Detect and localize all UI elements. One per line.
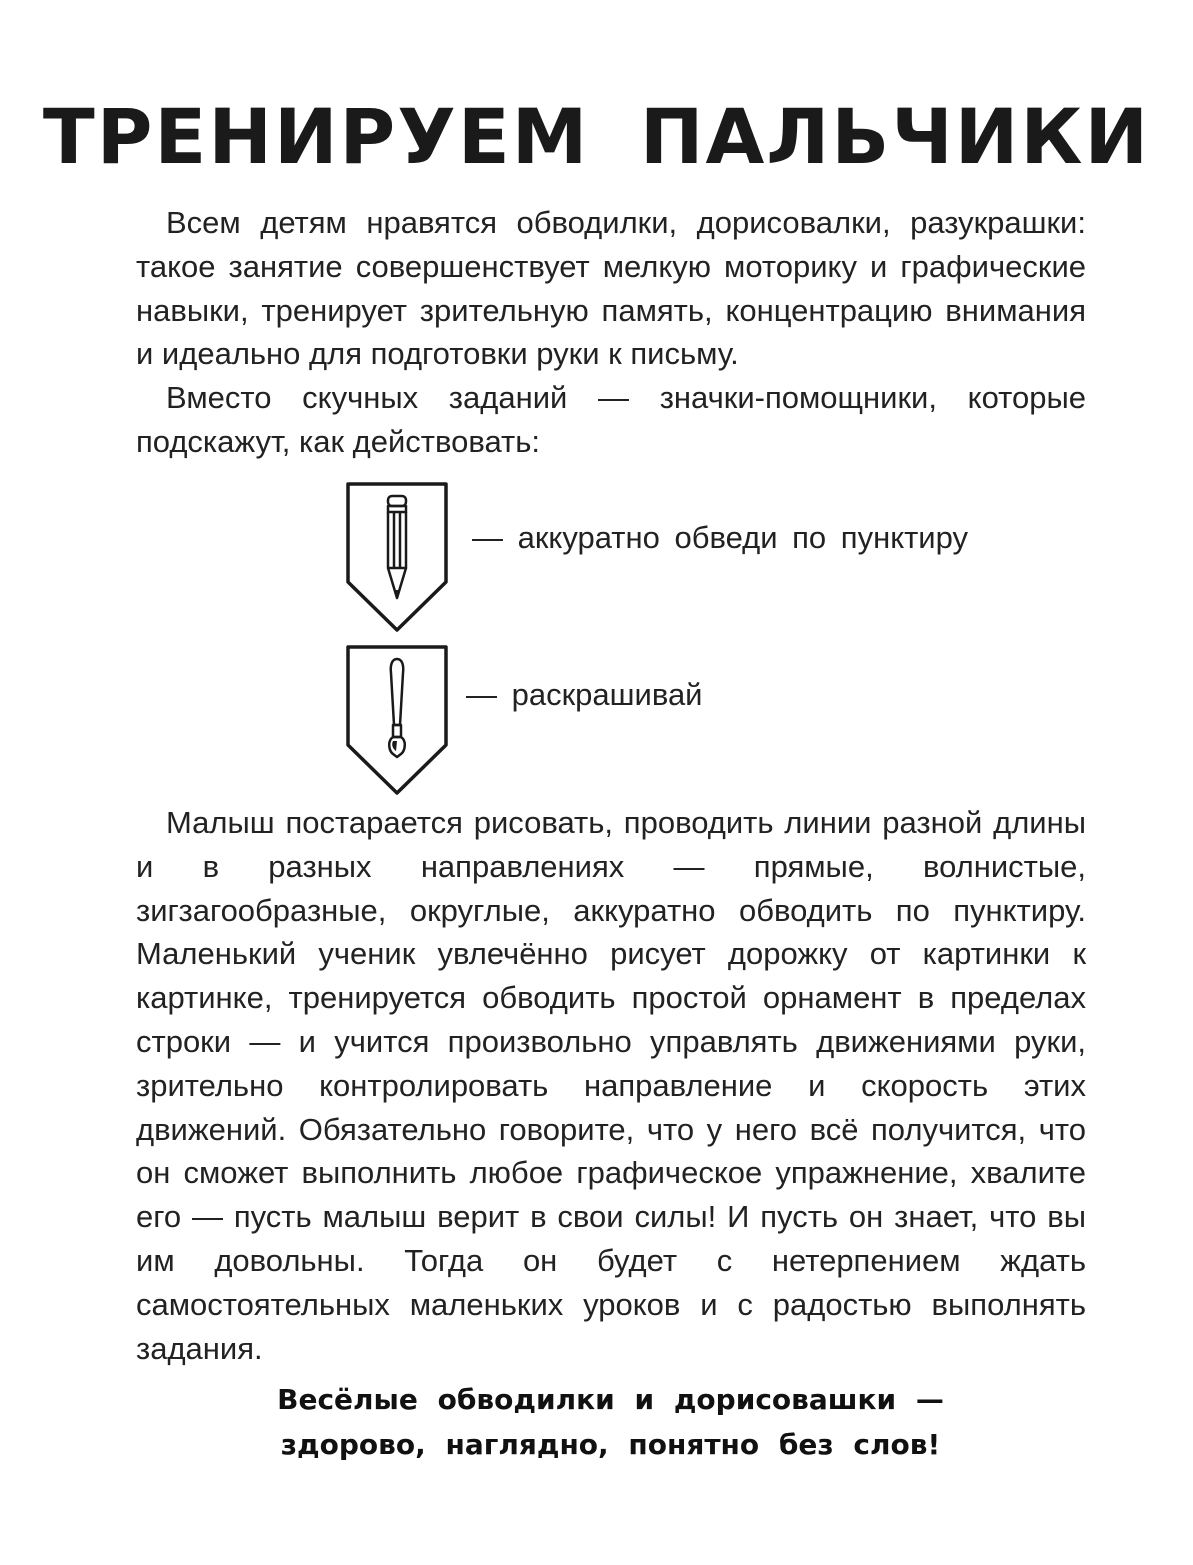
intro-paragraph: Всем детям нравятся обводилки, дорисовалки, разукрашки: такое занятие совершенствует мелкую моторику и графические навыки, тренирует зрительную память, концентрацию внимания и идеально для подготовки руки к письму. xyxy=(136,205,1086,372)
closing-line-1: Весёлые обводилки и дорисовашки — xyxy=(277,1383,944,1416)
legend-text-trace: — аккуратно обведи по пунктиру xyxy=(472,520,969,555)
legend-item-color xyxy=(346,645,1046,795)
paintbrush-icon xyxy=(346,645,448,795)
page-title: ТРЕНИРУЕМ ПАЛЬЧИКИ xyxy=(42,92,1151,181)
closing-line-2: здорово, наглядно, понятно без слов! xyxy=(280,1428,941,1461)
helpers-paragraph: Вместо скучных заданий — значки-помощники, которые подскажут, как действовать: xyxy=(136,380,1086,459)
legend-item-trace xyxy=(346,482,1046,632)
main-paragraph: Малыш постарается рисовать, проводить линии разной длины и в разных направлениях — прямые, волнистые, зигзагообразные, округлые, аккуратно обводить по пунктиру. Маленький ученик увлечённо рисует дорожку от картинки к картинке, тренируется обводить простой орнамент в пределах строки — и учится произвольно управлять движениями руки, зрительно контролировать направление и скорость этих движений. Обязательно говорите, что у него всё получится, что он сможет выполнить любое графическое упражнение, хвалите его — пусть малыш верит в свои силы! И пусть он знает, что вы им довольны. Тогда он будет с нетерпением ждать самостоятельных маленьких уроков и с радостью выполнять задания. xyxy=(136,805,1086,1366)
legend-text-color: — раскрашивай xyxy=(466,677,703,712)
pencil-icon xyxy=(346,482,448,632)
